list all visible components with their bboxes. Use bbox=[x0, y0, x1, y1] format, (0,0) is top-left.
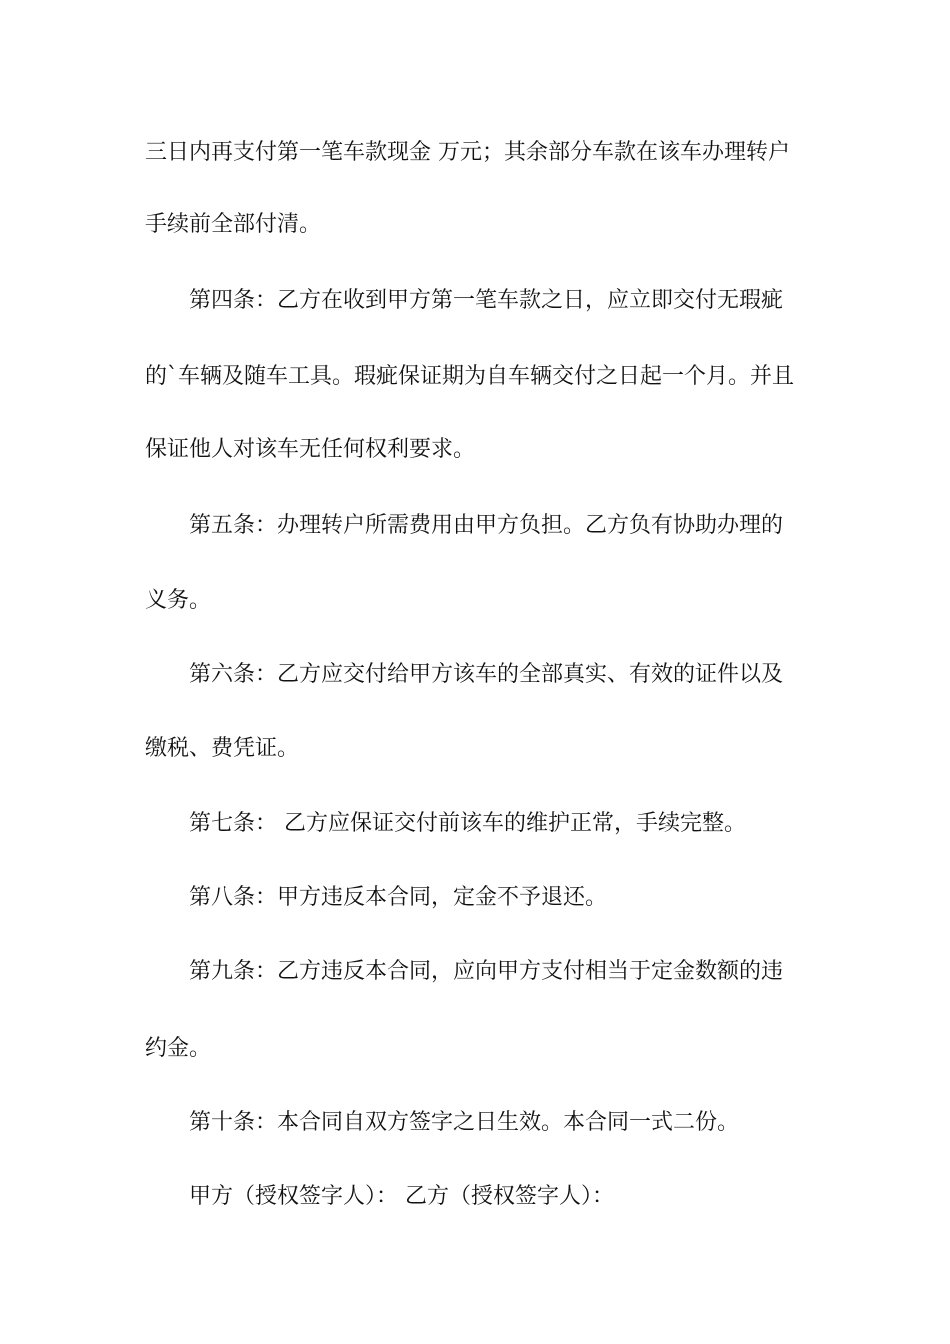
article-6-text: 第六条：乙方应交付给甲方该车的全部真实、有效的证件以及 bbox=[189, 662, 784, 687]
signature-line: 甲方（授权签字人）： 乙方（授权签字人）： bbox=[189, 1184, 614, 1209]
article-9-text: 第九条：乙方违反本合同，应向甲方支付相当于定金数额的违 bbox=[189, 959, 784, 984]
text-line: 保证他人对该车无任何权利要求。 bbox=[145, 437, 476, 462]
article-4-text: 第四条：乙方在收到甲方第一笔车款之日，应立即交付无瑕疵 bbox=[189, 288, 784, 313]
article-7-text: 第七条： 乙方应保证交付前该车的维护正常，手续完整。 bbox=[189, 811, 746, 836]
article-8-text: 第八条：甲方违反本合同，定金不予退还。 bbox=[189, 885, 608, 910]
text-line: 约金。 bbox=[145, 1036, 212, 1061]
text-line: 的`车辆及随车工具。瑕疵保证期为自车辆交付之日起一个月。并且 bbox=[145, 364, 795, 389]
text-line: 手续前全部付清。 bbox=[145, 212, 322, 237]
text-line: 义务。 bbox=[145, 588, 212, 613]
article-10-text: 第十条：本合同自双方签字之日生效。本合同一式二份。 bbox=[189, 1110, 740, 1135]
text-line: 三日内再支付第一笔车款现金 万元；其余部分车款在该车办理转户 bbox=[145, 140, 790, 165]
article-5-text: 第五条：办理转户所需费用由甲方负担。乙方负有协助办理的 bbox=[189, 513, 784, 538]
text-line: 缴税、费凭证。 bbox=[145, 736, 300, 761]
